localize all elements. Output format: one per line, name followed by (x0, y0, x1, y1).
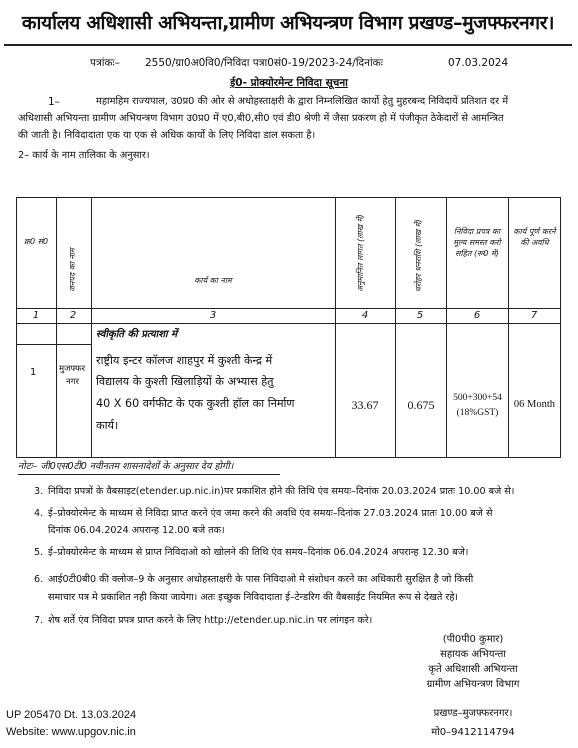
row-work-line1: राष्ट्रीय इन्टर कॉलज शाहपुर में कुश्ती केन्द्र में (96, 354, 273, 367)
para1-line3: की जाती है। निविदादाता एक या एक से अधिक कार्यो के लिए निविदा डाल सकता है। (18, 130, 316, 141)
row-district-line1: मुजफ्फर (59, 364, 86, 374)
note-underline (18, 474, 280, 475)
notice-heading: ई0- प्रोक्योरमेन्ट निविदा सूचना (230, 77, 348, 89)
header-form-cost: निविदा प्रपत्र का मूल्य समस्त करो सहित (रू0 में) (453, 227, 501, 258)
footer-website: Website: www.upgov.nic.in (6, 726, 136, 738)
signatory-designation: सहायक अभियन्ता (440, 649, 506, 660)
row-district-line2: नगर (66, 377, 79, 387)
header-district: जनपद का नाम (68, 248, 77, 292)
col-number-3: 3 (209, 310, 217, 321)
row-form-cost-line1: 500+300+54 (453, 393, 502, 403)
ref-date: 07.03.2024 (448, 57, 509, 69)
signatory-mobile: मो0–9412114794 (431, 727, 515, 738)
header-deposit: धरोहर धनराशि (लाख में) (414, 219, 423, 292)
para1-number: 1– (48, 96, 60, 108)
para1-line2: अधिशासी अभियन्ता ग्रामीण अभियन्त्रण विभाग उ0प्र0 में ए0,बी0,सी0 एवं डी0 श्रेणी में जैसा प्रकरण हो में पंजीकृत ठेकेदारों से आमन्त्रित (18, 113, 504, 124)
gst-note: नोटः– जी0एस0टी0 नवीनतम शासनादेशों के अनुसार देय होगी। (18, 461, 234, 472)
item-6-line1: आई0टी0बी0 की क्लोज–9 के अनुसार अधोहस्ताक्षरी के पास निविदाओ मे संशोधन करने का अधिकारी सुरक्षित है जो किसी (48, 574, 474, 585)
col-number-7: 7 (530, 310, 538, 321)
header-cost: अनुमानित लागत (लाख में) (356, 214, 365, 292)
section-label: स्वीकृति की प्रत्याशा में (96, 329, 178, 340)
header-work: कार्य का नाम (194, 276, 232, 285)
col-number-4: 4 (361, 310, 369, 321)
row-sno: 1 (30, 367, 37, 378)
row-work-line3: 40 X 60 वर्गफीट के एक कुश्ती हॉल का निर्माण (96, 397, 295, 410)
footer-up-ref: UP 205470 Dt. 13.03.2024 (6, 709, 137, 721)
item-6-number: 6. (34, 574, 44, 585)
row-duration: 06 Month (513, 399, 556, 410)
header-duration: कार्य पूर्ण करने की अवधि (513, 227, 556, 247)
signatory-name: (पी0पी0 कुमार) (442, 634, 504, 645)
col-number-2: 2 (69, 310, 77, 321)
item-5-number: 5. (34, 547, 44, 558)
item-7-text: शेष शर्ते एंव निविदा प्रपत्र प्राप्त करने के लिए http://etender.up.nic.in पर लांगइन करे। (48, 615, 373, 626)
ref-label: पत्रांकः– (90, 57, 120, 69)
office-title: कार्यालय अधिशासी अभियन्ता,ग्रामीण अभियन्त्रण विभाग प्रखण्ड–मुजफ्फरनगर। (21, 12, 555, 34)
ref-number: 2550/ग्रा0अ0वि0/निविदा पत्रा0सं0-19/2023-24/दिनांकः (145, 57, 383, 69)
signatory-dept: ग्रामीण अभियन्त्रण विभाग (426, 679, 520, 690)
row-cost: 33.67 (351, 398, 379, 412)
signatory-division: प्रखण्ड–मुजफ्फरनगर। (433, 708, 513, 719)
col-number-5: 5 (416, 310, 424, 321)
item-3-number: 3. (34, 486, 44, 497)
item-4-line1: ई–प्रोक्योरमेन्ट के माध्यम से निविदा प्राप्त करने एंव जमा करने की अवधि एंव समयः–दिनांक 27.03.2024 प्रातः 10.00 बजे से (48, 508, 493, 519)
header-sno: क्र0 सं0 (23, 237, 49, 246)
col-number-6: 6 (473, 310, 481, 321)
para1-line1: महामहिम राज्यपाल, उ0प्र0 की ओर से अधोहस्ताक्षरी के द्वारा निम्नलिखित कार्यो हेतु मुहरबन्द निविदायें प्रतिशत दर में (96, 96, 509, 107)
item-4-number: 4. (34, 508, 44, 519)
row-work-line2: विद्यालय के कुश्ती खिलाड़ियों के अभ्यास हेतु (96, 375, 274, 388)
item-7-number: 7. (34, 615, 44, 626)
item-6-line2: समाचार पत्र मे प्रकाशित नही किया जायेगा। अतः इच्छुक निविदादाता ई–टेन्डरिग की वैबसाईट नियमित रूप से देखते रहे। (48, 592, 459, 603)
item-5-text: ई–प्रोक्योरमेन्ट के माध्यम से प्राप्त निविदाओ को खोलने की तिथि एंव समय–दिनांक 06.04.2024 अपरान्ह 12.30 बजे। (48, 547, 469, 558)
row-work-line4: कार्य। (96, 419, 119, 432)
col-number-1: 1 (32, 310, 40, 321)
para2: 2– कार्य के नाम तालिका के अनुसार। (18, 150, 150, 161)
title-divider (4, 44, 572, 46)
row-form-cost-line2: (18%GST) (456, 408, 499, 418)
row-deposit: 0.675 (407, 398, 435, 412)
signatory-on-behalf: कृते अधिशासी अभियन्ता (428, 664, 518, 675)
item-3-text: निविदा प्रपत्रों के वैबसाइट(etender.up.nic.in)पर प्रकाशित होने की तिथि एंव समयः–दिनांक 20.03.2024 प्रातः 10.00 बजे से। (48, 486, 515, 497)
item-4-line2: दिनांक 06.04.2024 अपरान्ह 12.00 बजे तक। (48, 525, 225, 536)
